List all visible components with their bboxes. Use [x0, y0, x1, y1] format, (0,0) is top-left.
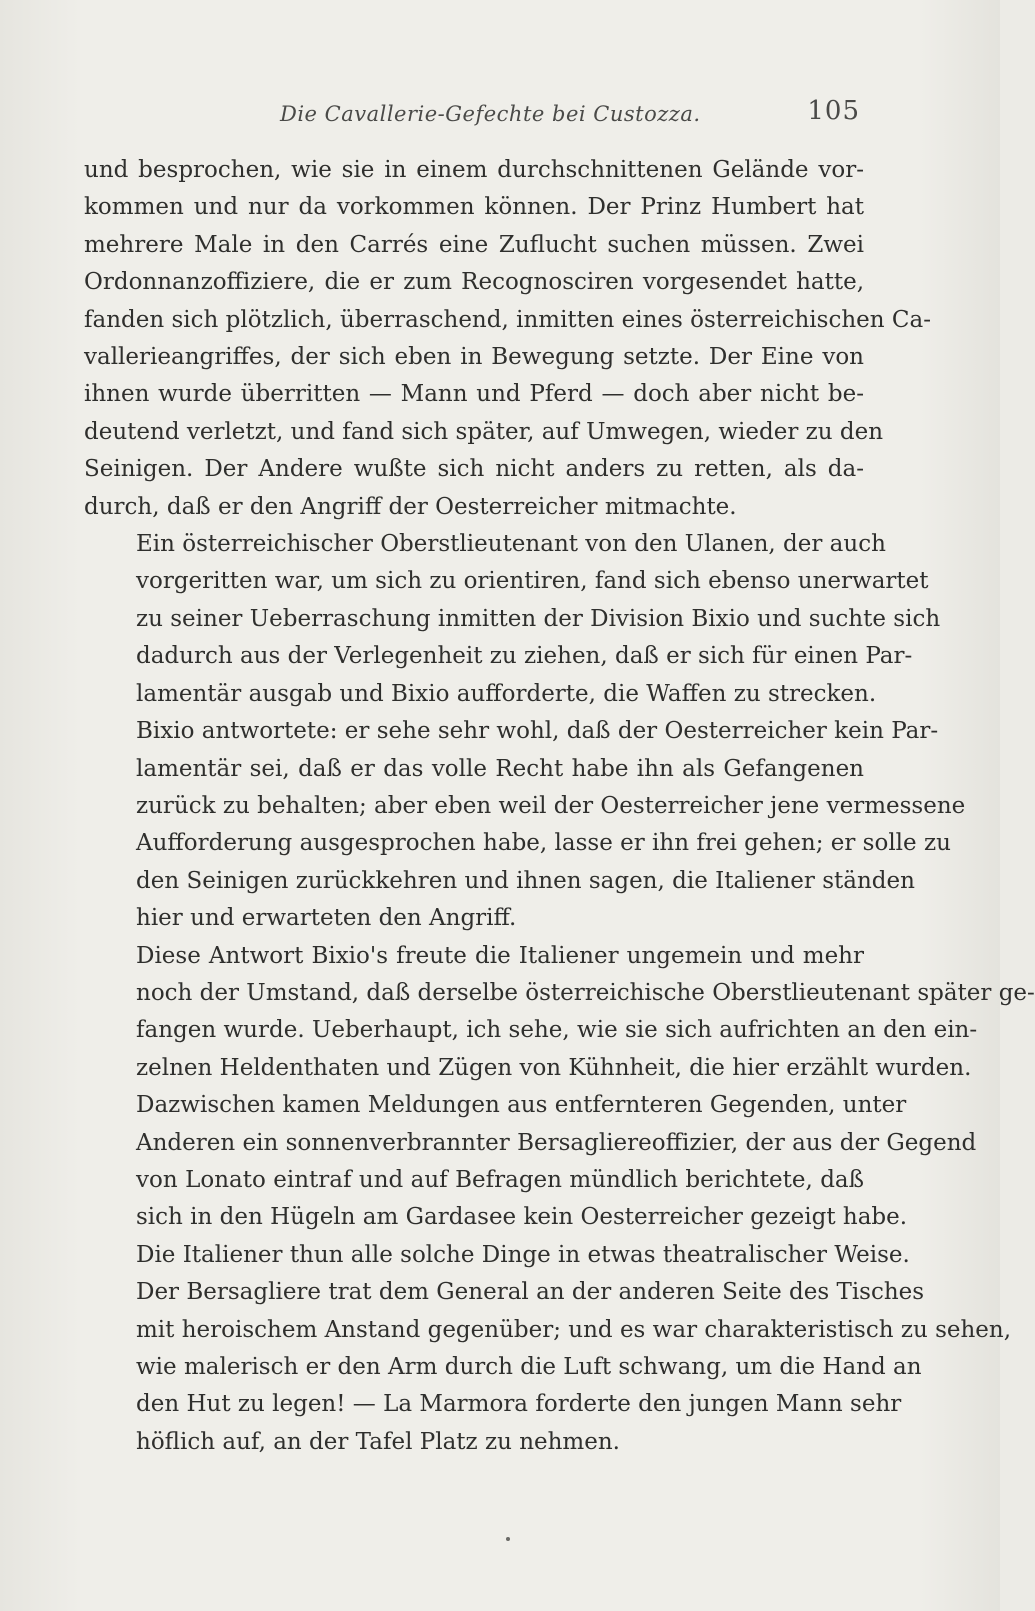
text-line: Ein österreichischer Oberstlieutenant von den Ulanen, der auch [136, 531, 886, 558]
text-line: den Seinigen zurückkehren und ihnen sagen, die Italiener ständen [136, 867, 915, 894]
text-line: Seinigen. Der Andere wußte sich nicht anders zu retten, als da- [84, 456, 864, 483]
text-line: Bixio antwortete: er sehe sehr wohl, daß der Oesterreicher kein Par- [136, 718, 939, 745]
text-line: und besprochen, wie sie in einem durchschnittenen Gelände vor- [84, 157, 864, 183]
paragraph [84, 152, 931, 526]
text-line: höflich auf, an der Tafel Platz zu nehmen. [136, 1428, 620, 1455]
text-line: Anderen ein sonnenverbrannter Bersagliereoffizier, der aus der Gegend [136, 1129, 977, 1156]
text-line: mit heroischem Anstand gegenüber; und es war charakteristisch zu sehen, [136, 1316, 1012, 1343]
body-text [84, 152, 1035, 1461]
text-line: Diese Antwort Bixio's freute die Italiener ungemein und mehr [136, 942, 864, 969]
text-line: mehrere Male in den Carrés eine Zuflucht suchen müssen. Zwei [84, 231, 864, 258]
text-line: zelnen Heldenthaten und Zügen von Kühnheit, die hier erzählt wurden. [136, 1054, 972, 1081]
paragraph [84, 938, 1035, 1088]
text-line: vallerieangriffes, der sich eben in Bewegung setzte. Der Eine von [84, 344, 864, 371]
text-line: zurück zu behalten; aber eben weil der Oesterreicher jene vermessene [136, 792, 966, 819]
text-line: deutend verletzt, und fand sich später, auf Umwegen, wieder zu den [84, 418, 884, 445]
paragraph [84, 526, 966, 937]
text-line: noch der Umstand, daß derselbe österreichische Oberstlieutenant später ge- [136, 979, 1035, 1006]
text-line: Der Bersagliere trat dem General an der anderen Seite des Tisches [136, 1279, 925, 1306]
text-line: Ordonnanzoffiziere, die er zum Recognosciren vorgesendet hatte, [84, 269, 864, 296]
page-header [280, 96, 860, 130]
text-line: lamentär sei, daß er das volle Recht habe ihn als Gefangenen [136, 755, 864, 782]
text-line: zu seiner Ueberraschung inmitten der Division Bixio und suchte sich [136, 605, 941, 632]
text-line: Die Italiener thun alle solche Dinge in etwas theatralischer Weise. [136, 1241, 910, 1268]
text-line: von Lonato eintraf und auf Befragen mündlich berichtete, daß [136, 1166, 864, 1193]
text-line: dadurch aus der Verlegenheit zu ziehen, daß er sich für einen Par- [136, 643, 913, 670]
text-line: kommen und nur da vorkommen können. Der Prinz Humbert hat [84, 194, 864, 221]
page-number: 105 [807, 96, 860, 126]
text-line: den Hut zu legen! — La Marmora forderte den jungen Mann sehr [136, 1391, 902, 1418]
text-line: durch, daß er den Angriff der Oesterreicher mitmachte. [84, 493, 737, 520]
text-line: fangen wurde. Ueberhaupt, ich sehe, wie sie sich aufrichten an den ein- [136, 1017, 978, 1044]
text-line: wie malerisch er den Arm durch die Luft schwang, um die Hand an [136, 1354, 922, 1380]
text-line: vorgeritten war, um sich zu orientiren, fand sich ebenso unerwartet [136, 568, 929, 595]
text-line: Dazwischen kamen Meldungen aus entfernteren Gegenden, unter [136, 1092, 907, 1119]
text-line: hier und erwarteten den Angriff. [136, 905, 517, 932]
running-title: Die Cavallerie-Gefechte bei Custozza. [280, 102, 701, 126]
text-line: Aufforderung ausgesprochen habe, lasse er ihn frei gehen; er solle zu [136, 830, 951, 857]
text-line: sich in den Hügeln am Gardasee kein Oesterreicher gezeigt habe. [136, 1204, 908, 1231]
text-line: fanden sich plötzlich, überraschend, inmitten eines österreichischen Ca- [84, 306, 931, 333]
paragraph [84, 1087, 1012, 1461]
text-line: ihnen wurde überritten — Mann und Pferd — doch aber nicht be- [84, 381, 864, 408]
print-speck [506, 1537, 510, 1541]
text-line: lamentär ausgab und Bixio aufforderte, die Waffen zu strecken. [136, 680, 877, 707]
